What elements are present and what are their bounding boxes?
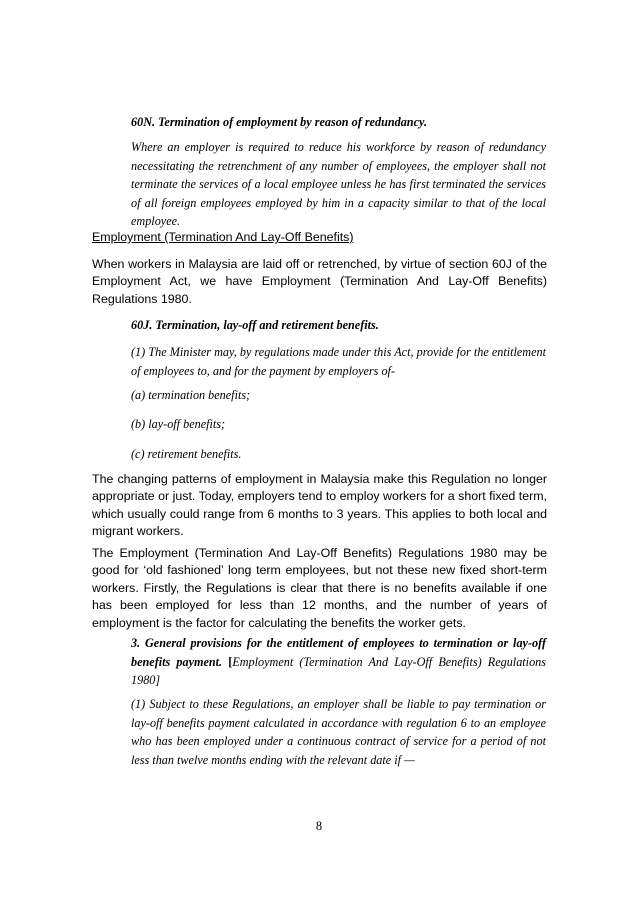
list-item-retirement: (c) retirement benefits.	[131, 447, 242, 461]
page-number: 8	[315, 819, 323, 833]
section-60n-title: 60N. Termination of employment by reason of redundancy.	[131, 115, 427, 129]
paragraph-regulations: The Employment (Termination And Lay-Off Benefits) Regulations 1980 may be good for ‘old fashioned’ long term employees, but not these new fixed short-term workers. Firstly, the Regulations is clear that there is no benefits available if one has been employed for less than 12 months, and the number of years of employment is the factor for calculating the benefits the worker gets.	[92, 546, 547, 630]
section-3-source: Employment (Termination And Lay-Off Benefits) Regulations 1980]	[131, 654, 546, 688]
section-3-heading	[131, 634, 546, 690]
paragraph-changing-patterns: The changing patterns of employment in Malaysia make this Regulation no longer appropriate or just. Today, employers tend to employ workers for a short fixed term, which usually could range from 6 months to 3 years. This applies to both local and migrant workers.	[92, 472, 547, 539]
paragraph-intro: When workers in Malaysia are laid off or retrenched, by virtue of section 60J of the Employment Act, we have Employment (Termination And Lay-Off Benefits) Regulations 1980.	[92, 257, 547, 306]
section-60j-title: 60J. Termination, lay-off and retirement benefits.	[131, 318, 379, 332]
list-item-termination: (a) termination benefits;	[131, 388, 251, 402]
section-60j-text: (1) The Minister may, by regulations made under this Act, provide for the entitlement of employees to, and for the payment by employers of-	[131, 345, 546, 378]
section-3-bracket: [	[222, 654, 233, 669]
list-item-lay-off: (b) lay-off benefits;	[131, 417, 226, 431]
section-3-title: 3. General provisions for the entitlement of employees to termination or lay-off benefits payment.	[131, 636, 546, 669]
section-3-text: (1) Subject to these Regulations, an employer shall be liable to pay termination or lay-off benefits payment calculated in accordance with regulation 6 to an employee who has been employed under a continuous contract of service for a period of not less than twelve months ending with the relevant date if —	[131, 697, 546, 767]
section-heading: Employment (Termination And Lay-Off Benefits)	[92, 230, 354, 244]
section-60n-text: Where an employer is required to reduce his workforce by reason of redundancy necessitating the retrenchment of any number of employees, the employer shall not terminate the services of a local employee unless he has first terminated the services of all foreign employees employed by him in a capacity similar to that of the local employee.	[131, 140, 546, 229]
